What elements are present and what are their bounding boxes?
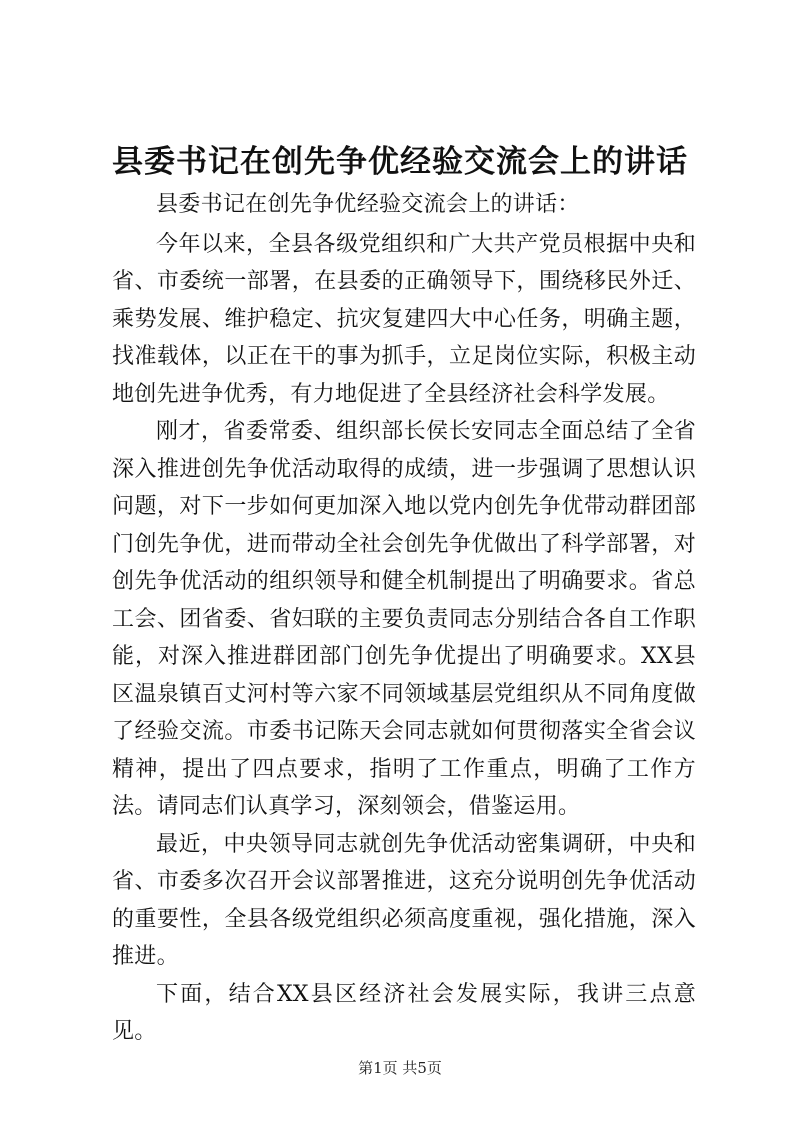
paragraph-transition: 下面，结合XX县区经济社会发展实际，我讲三点意见。	[112, 981, 696, 1044]
document-body	[112, 186, 696, 1051]
paragraph-intro: 今年以来，全县各级党组织和广大共产党员根据中央和省、市委统一部署，在县委的正确领导下，围绕移民外迁、乘势发展、维护稳定、抗灾复建四大中心任务，明确主题，找准载体，以正在干的事为抓手，立足岗位实际，积极主动地创先进争优秀，有力地促进了全县经济社会科学发展。	[112, 231, 696, 407]
paragraph-review: 刚才，省委常委、组织部长侯长安同志全面总结了全省深入推进创先争优活动取得的成绩，进一步强调了思想认识问题，对下一步如何更加深入地以党内创先争优带动群团部门创先争优，进而带动全社会创先争优做出了科学部署，对创先争优活动的组织领导和健全机制提出了明确要求。省总工会、团省委、省妇联的主要负责同志分别结合各自工作职能，对深入推进群团部门创先争优提出了明确要求。XX县区温泉镇百丈河村等六家不同领域基层党组织从不同角度做了经验交流。市委书记陈天会同志就如何贯彻落实全省会议精神，提出了四点要求，指明了工作重点，明确了工作方法。请同志们认真学习，深刻领会，借鉴运用。	[112, 419, 696, 819]
page-number-footer: 第1页 共5页	[358, 1059, 442, 1077]
document-title: 县委书记在创先争优经验交流会上的讲话	[112, 144, 688, 180]
paragraph-importance: 最近，中央领导同志就创先争优活动密集调研，中央和省、市委多次召开会议部署推进，这充分说明创先争优活动的重要性，全县各级党组织必须高度重视，强化措施，深入推进。	[112, 831, 696, 969]
paragraph-salutation: 县委书记在创先争优经验交流会上的讲话：	[156, 192, 580, 217]
